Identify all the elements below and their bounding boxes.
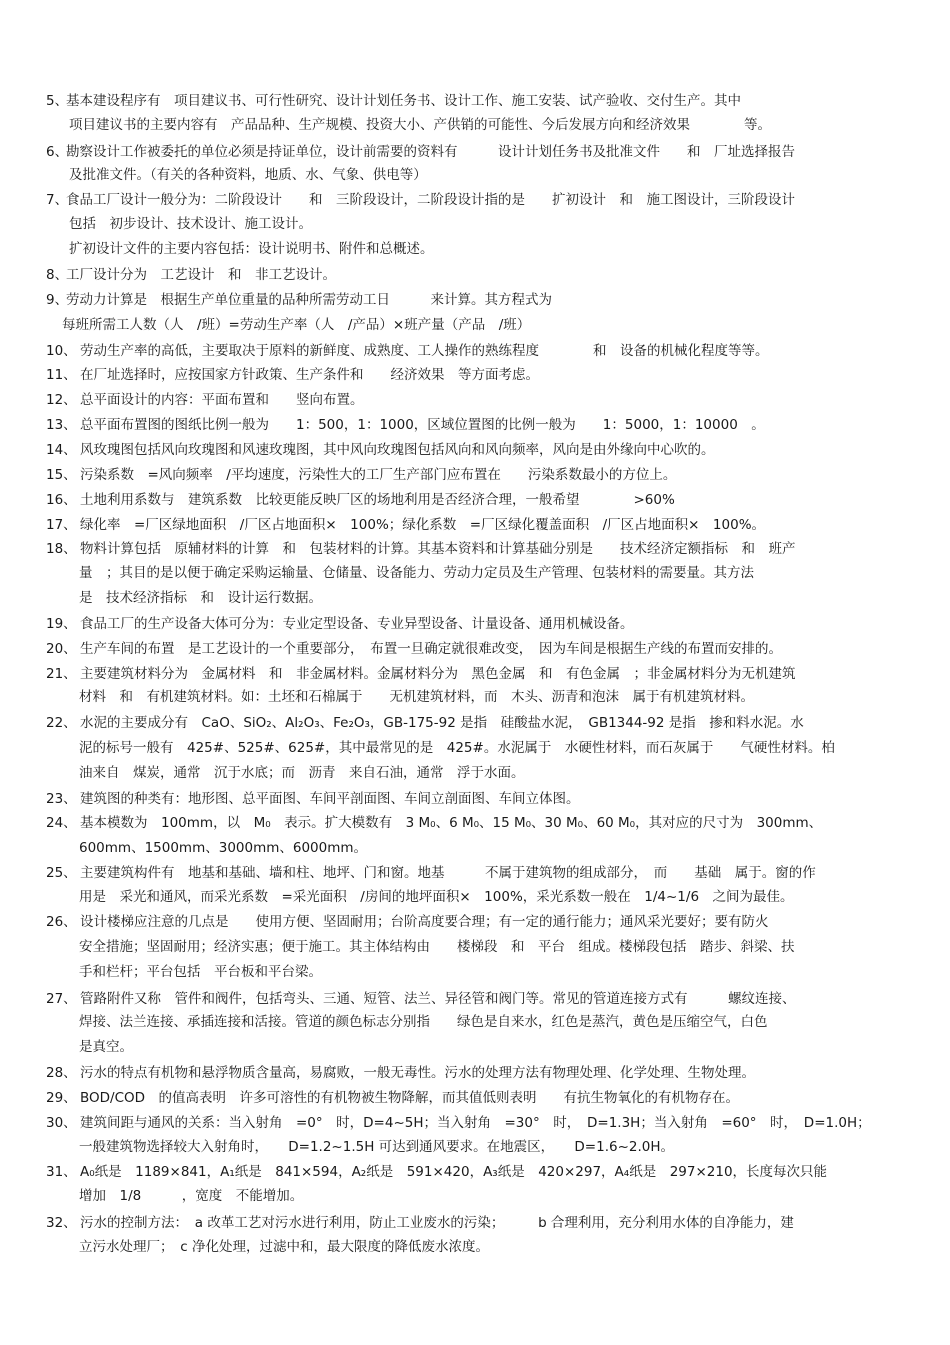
question-15 (0, 466, 930, 484)
question-text: 污水的控制方法： a 改革工艺对污水进行利用，防止工业废水的污染； b 合理利用，充分利用水体的自净能力，建 (80, 1215, 794, 1231)
question-number: 6、 (46, 144, 69, 160)
question-22-line-1 (0, 714, 930, 732)
question-number: 30、 (46, 1115, 77, 1131)
question-31-line-1 (0, 1163, 930, 1181)
question-text: 主要建筑构件有 地基和基础、墙和柱、地坪、门和窗。地基 不属于建筑物的组成部分， 而 基础 属于。窗的作 (80, 865, 816, 881)
question-32-line-2 (0, 1238, 930, 1256)
question-text: 油来自 煤炭，通常 沉于水底；而 沥青 来自石油，通常 浮于水面。 (79, 765, 525, 781)
question-25-line-1 (0, 864, 930, 882)
question-text: 生产车间的布置 是工艺设计的一个重要部分， 布置一旦确定就很难改变， 因为车间是根据生产线的布置而安排的。 (80, 641, 782, 657)
question-text: 基本模数为 100mm，以 M₀ 表示。扩大模数有 3 M₀、6 M₀、15 M₀、30 M₀、60 M₀，其对应的尺寸为 300mm、 (80, 815, 823, 831)
question-26-line-2 (0, 938, 930, 956)
question-number: 5、 (46, 93, 69, 109)
question-7-line-2 (0, 215, 930, 233)
question-text: 勘察设计工作被委托的单位必须是持证单位，设计前需要的资料有 设计计划任务书及批准文件 和 厂址选择报告 (66, 144, 795, 160)
question-21-line-2 (0, 688, 930, 706)
question-5-line-2 (0, 116, 930, 134)
question-23 (0, 790, 930, 808)
question-26-line-1 (0, 913, 930, 931)
question-text: 劳动生产率的高低，主要取决于原料的新鲜度、成熟度、工人操作的熟练程度 和 设备的机械化程度等等。 (80, 343, 769, 359)
question-text: 每班所需工人数（人 /班）=劳动生产率（人 /产品）×班产量（产品 /班） (62, 317, 531, 333)
question-30-line-2 (0, 1138, 930, 1156)
question-text: 污水的特点有机物和悬浮物质含量高，易腐败，一般无毒性。污水的处理方法有物理处理、化学处理、生物处理。 (80, 1065, 755, 1081)
question-text: 建筑图的种类有：地形图、总平面图、车间平剖面图、车间立剖面图、车间立体图。 (80, 791, 580, 807)
question-9-line-1 (0, 291, 930, 309)
question-text: 食品工厂设计一般分为：二阶段设计 和 三阶段设计，二阶段设计指的是 扩初设计 和 施工图设计，三阶段设计 (66, 192, 795, 208)
question-24-line-2 (0, 839, 930, 857)
question-text: 焊接、法兰连接、承插连接和活接。管道的颜色标志分别指 绿色是自来水，红色是蒸汽，黄色是压缩空气，白色 (79, 1014, 768, 1030)
question-8 (0, 266, 930, 284)
question-text: 工厂设计分为 工艺设计 和 非工艺设计。 (66, 267, 336, 283)
question-31-line-2 (0, 1187, 930, 1205)
question-22-line-3 (0, 764, 930, 782)
question-text: 风玫瑰图包括风向玫瑰图和风速玫瑰图，其中风向玫瑰图包括风向和风向频率，风向是由外缘向中心吹的。 (80, 442, 715, 458)
question-number: 13、 (46, 417, 77, 433)
question-13 (0, 416, 930, 434)
question-text: 是 技术经济指标 和 设计运行数据。 (79, 590, 322, 606)
question-text: 土地利用系数与 建筑系数 比较更能反映厂区的场地利用是否经济合理，一般希望 >60% (80, 492, 675, 508)
question-text: 水泥的主要成分有 CaO、SiO₂、Al₂O₃、Fe₂O₃，GB-175-92 是指 硅酸盐水泥， GB1344-92 是指 掺和料水泥。水 (80, 715, 804, 731)
question-21-line-1 (0, 665, 930, 683)
question-17 (0, 516, 930, 534)
question-text: A₀纸是 1189×841，A₁纸是 841×594，A₂纸是 591×420，A₃纸是 420×297，A₄纸是 297×210，长度每次只能 (80, 1164, 828, 1180)
question-number: 29、 (46, 1090, 77, 1106)
question-number: 21、 (46, 666, 77, 682)
question-18-line-2 (0, 564, 930, 582)
question-11 (0, 366, 930, 384)
question-text: 食品工厂的生产设备大体可分为：专业定型设备、专业异型设备、计量设备、通用机械设备。 (80, 616, 634, 632)
question-number: 18、 (46, 541, 77, 557)
question-text: 污染系数 =风向频率 /平均速度，污染性大的工厂生产部门应布置在 污染系数最小的方位上。 (80, 467, 677, 483)
question-number: 31、 (46, 1164, 77, 1180)
question-32-line-1 (0, 1214, 930, 1232)
question-text: 泥的标号一般有 425#、525#、625#，其中最常见的是 425#。水泥属于 水硬性材料，而石灰属于 气硬性材料。柏 (79, 740, 835, 756)
question-30-line-1 (0, 1114, 930, 1132)
question-number: 28、 (46, 1065, 77, 1081)
question-number: 17、 (46, 517, 77, 533)
question-6-line-2 (0, 166, 930, 184)
question-number: 32、 (46, 1215, 77, 1231)
question-27-line-3 (0, 1038, 930, 1056)
question-number: 19、 (46, 616, 77, 632)
question-number: 24、 (46, 815, 77, 831)
question-text: 物料计算包括 原辅材料的计算 和 包装材料的计算。其基本资料和计算基础分别是 技术经济定额指标 和 班产 (80, 541, 796, 557)
question-text: 基本建设程序有 项目建议书、可行性研究、设计计划任务书、设计工作、施工安装、试产验收、交付生产。其中 (66, 93, 741, 109)
question-28 (0, 1064, 930, 1082)
question-6-line-1 (0, 143, 930, 161)
question-text: 量 ；其目的是以便于确定采购运输量、仓储量、设备能力、劳动力定员及生产管理、包装材料的需要量。其方法 (79, 565, 754, 581)
question-text: 项目建议书的主要内容有 产品品种、生产规模、投资大小、产供销的可能性、今后发展方向和经济效果 等。 (69, 117, 771, 133)
question-text: 扩初设计文件的主要内容包括：设计说明书、附件和总概述。 (69, 241, 434, 257)
question-16 (0, 491, 930, 509)
question-14 (0, 441, 930, 459)
question-number: 20、 (46, 641, 77, 657)
question-number: 7、 (46, 192, 69, 208)
question-5-line-1 (0, 92, 930, 110)
question-text: 劳动力计算是 根据生产单位重量的品种所需劳动工日 来计算。其方程式为 (66, 292, 552, 308)
question-text: 及批准文件。（有关的各种资料，地质、水、气象、供电等） (69, 167, 427, 183)
question-18-line-3 (0, 589, 930, 607)
question-text: BOD/COD 的值高表明 许多可溶性的有机物被生物降解，而其值低则表明 有抗生物氧化的有机物存在。 (80, 1090, 740, 1106)
question-27-line-1 (0, 990, 930, 1008)
question-text: 绿化率 =厂区绿地面积 /厂区占地面积× 100%；绿化系数 =厂区绿化覆盖面积 /厂区占地面积× 100%。 (80, 517, 766, 533)
question-text: 建筑间距与通风的关系：当入射角 =0° 时，D=4~5H；当入射角 =30° 时， D=1.3H；当入射角 =60° 时， D=1.0H； (80, 1115, 871, 1131)
question-7-line-1 (0, 191, 930, 209)
question-text: 立污水处理厂； c 净化处理，过滤中和，最大限度的降低废水浓度。 (79, 1239, 489, 1255)
question-number: 14、 (46, 442, 77, 458)
question-number: 26、 (46, 914, 77, 930)
question-number: 27、 (46, 991, 77, 1007)
question-text: 总平面布置图的图纸比例一般为 1：500，1：1000，区域位置图的比例一般为 1：5000，1：10000 。 (80, 417, 765, 433)
question-number: 22、 (46, 715, 77, 731)
question-29 (0, 1089, 930, 1107)
question-10 (0, 342, 930, 360)
question-text: 安全措施；坚固耐用；经济实惠；便于施工。其主体结构由 楼梯段 和 平台 组成。楼梯段包括 踏步、斜梁、扶 (79, 939, 795, 955)
question-24-line-1 (0, 814, 930, 832)
question-text: 一般建筑物选择较大入射角时， D=1.2~1.5H 可达到通风要求。在地震区， D=1.6~2.0H。 (79, 1139, 675, 1155)
question-text: 手和栏杆；平台包括 平台板和平台梁。 (79, 964, 322, 980)
question-20 (0, 640, 930, 658)
question-number: 25、 (46, 865, 77, 881)
question-text: 管路附件又称 管件和阀件，包括弯头、三通、短管、法兰、异径管和阀门等。常见的管道连接方式有 螺纹连接、 (80, 991, 796, 1007)
question-27-line-2 (0, 1013, 930, 1031)
question-number: 9、 (46, 292, 69, 308)
question-number: 12、 (46, 392, 77, 408)
question-number: 15、 (46, 467, 77, 483)
question-number: 16、 (46, 492, 77, 508)
question-number: 23、 (46, 791, 77, 807)
question-18-line-1 (0, 540, 930, 558)
question-25-line-2 (0, 888, 930, 906)
question-text: 是真空。 (79, 1039, 133, 1055)
question-text: 材料 和 有机建筑材料。如：土坯和石棉属于 无机建筑材料，而 木头、沥青和泡沫 属于有机建筑材料。 (79, 689, 754, 705)
question-text: 用是 采光和通风，而采光系数 =采光面积 /房间的地坪面积× 100%，采光系数一般在 1/4~1/6 之间为最佳。 (79, 889, 794, 905)
question-text: 在厂址选择时，应按国家方针政策、生产条件和 经济效果 等方面考虑。 (80, 367, 539, 383)
question-7-line-3 (0, 240, 930, 258)
question-26-line-3 (0, 963, 930, 981)
question-text: 总平面设计的内容：平面布置和 竖向布置。 (80, 392, 364, 408)
question-12 (0, 391, 930, 409)
question-text: 600mm、1500mm、3000mm、6000mm。 (79, 840, 368, 856)
question-number: 11、 (46, 367, 77, 383)
question-text: 设计楼梯应注意的几点是 使用方便、坚固耐用；台阶高度要合理；有一定的通行能力；通风采光要好；要有防火 (80, 914, 769, 930)
question-19 (0, 615, 930, 633)
question-text: 增加 1/8 ，宽度 不能增加。 (79, 1188, 304, 1204)
question-text: 主要建筑材料分为 金属材料 和 非金属材料。金属材料分为 黑色金属 和 有色金属 ；非金属材料分为无机建筑 (80, 666, 796, 682)
question-22-line-2 (0, 739, 930, 757)
question-number: 10、 (46, 343, 77, 359)
question-text: 包括 初步设计、技术设计、施工设计。 (69, 216, 312, 232)
question-number: 8、 (46, 267, 69, 283)
question-9-line-2 (0, 316, 930, 334)
